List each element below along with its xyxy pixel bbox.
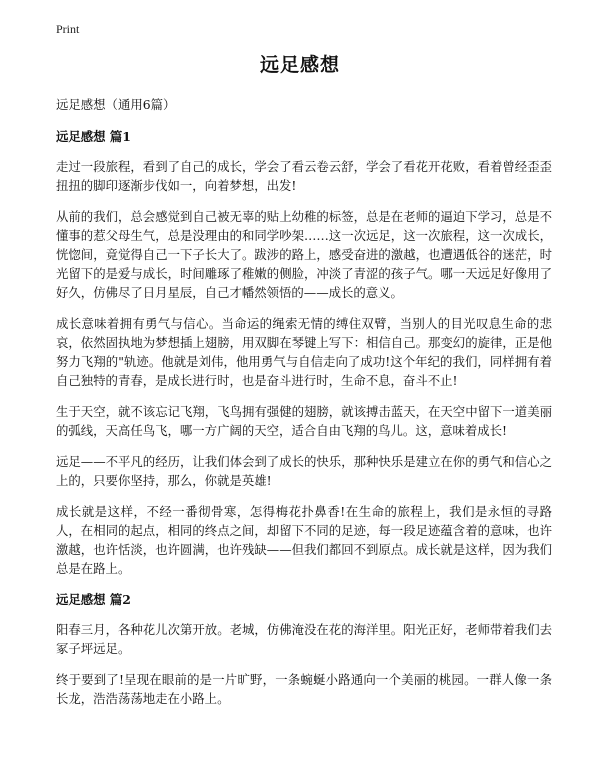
section-heading: 远足感想 篇1 [56, 129, 131, 144]
section-2 [56, 590, 552, 708]
paragraph: 阳春三月，各种花儿次第开放。老城，仿佛淹没在花的海洋里。阳光正好，老师带着我们去冢子坪远足。 [56, 622, 552, 656]
article-subtitle: 远足感想（通用6篇） [56, 97, 176, 112]
article-body [56, 95, 552, 720]
paragraph: 远足——不平凡的经历，让我们体会到了成长的快乐，那种快乐是建立在你的勇气和信心之上的，只要你坚持，那么，你就是英雄! [56, 454, 552, 488]
paragraph: 终于要到了!呈现在眼前的是一片旷野，一条蜿蜒小路通向一个美丽的桃园。一群人像一条长龙，浩浩荡荡地走在小路上。 [56, 672, 552, 706]
paragraph: 生于天空，就不该忘记飞翔，飞鸟拥有强健的翅膀，就该搏击蓝天，在天空中留下一道美丽的弧线，天高任鸟飞，哪一方广阔的天空，适合自由飞翔的鸟儿。这，意味着成长! [56, 404, 552, 438]
paragraph: 成长就是这样，不经一番彻骨寒，怎得梅花扑鼻香!在生命的旅程上，我们是永恒的寻路人，在相同的起点，相同的终点之间，却留下不同的足迹，每一段足迹蕴含着的意味，也许激越，也许恬淡，也许圆满，也许残缺——但我们都回不到原点。成长就是这样，因为我们总是在路上。 [56, 504, 552, 576]
section-1 [56, 127, 552, 578]
section-heading: 远足感想 篇2 [56, 592, 131, 607]
paragraph: 走过一段旅程，看到了自己的成长，学会了看云卷云舒，学会了看花开花败，看着曾经歪歪扭扭的脚印逐渐步伐如一，向着梦想，出发! [56, 159, 552, 193]
paragraph: 从前的我们，总会感觉到自己被无辜的贴上幼稚的标签，总是在老师的逼迫下学习，总是不懂事的惹父母生气，总是没理由的和同学吵架……这一次远足，这一次旅程，这一次成长，恍惚间，竟觉得自己一下子长大了。跋涉的路上，感受奋进的激越，也遭遇低谷的迷茫，时光留下的是爱与成长，时间雕琢了稚嫩的侧脸，冲淡了青涩的孩子气。哪一天远足好像用了好久，仿佛尽了日月星辰，自己才幡然领悟的——成长的意义。 [56, 209, 552, 300]
page-title: 远足感想 [259, 54, 340, 76]
print-link[interactable]: Print [56, 22, 80, 36]
paragraph: 成长意味着拥有勇气与信心。当命运的绳索无情的缚住双臂，当别人的目光叹息生命的悲哀，依然固执地为梦想插上翅膀，用双脚在琴键上写下：相信自己。那变幻的旋律，正是他努力飞翔的"轨迹。他就是刘伟，他用勇气与自信走向了成功!这个年纪的我们，同样拥有着自己独特的青春，是成长进行时，也是奋斗进行时，生命不息，奋斗不止! [56, 316, 552, 388]
